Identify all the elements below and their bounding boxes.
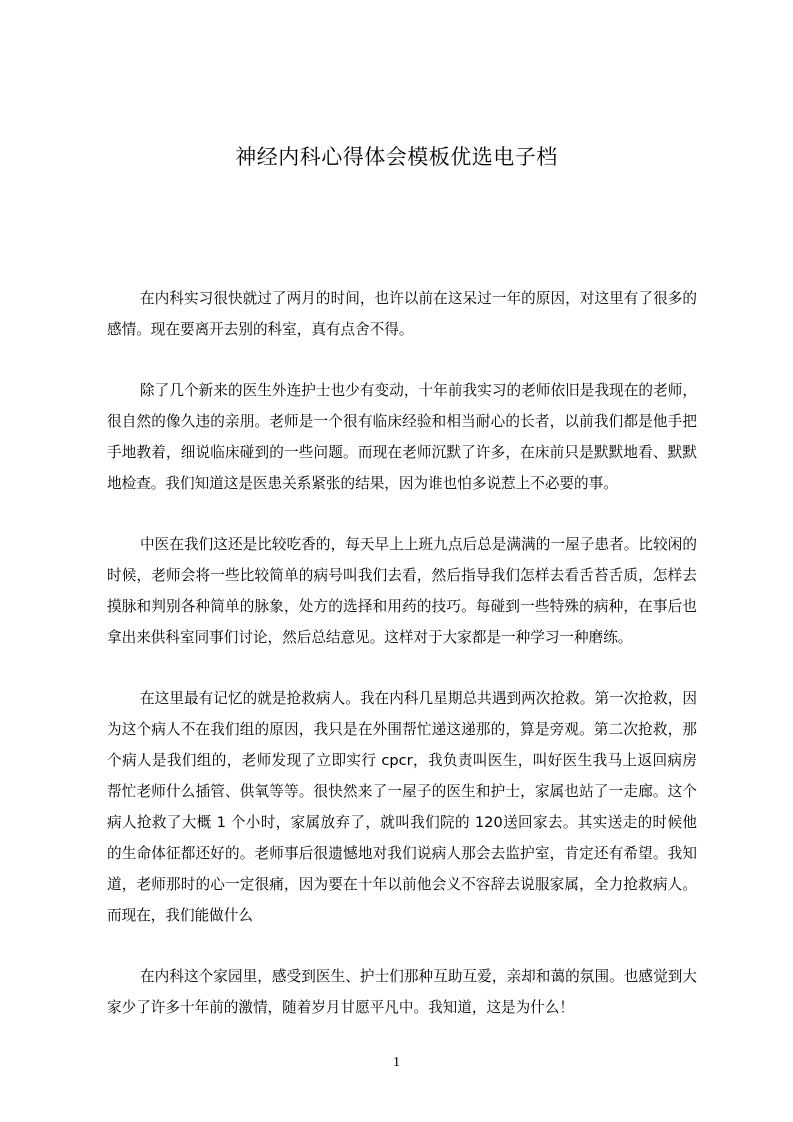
paragraph-1: 在内科实习很快就过了两月的时间，也许以前在这呆过一年的原因，对这里有了很多的感情。现在要离开去别的科室，真有点舍不得。 — [107, 290, 697, 338]
paragraph-4: 在这里最有记忆的就是抢救病人。我在内科几星期总共遇到两次抢救。第一次抢救，因为这个病人不在我们组的原因，我只是在外围帮忙递这递那的，算是旁观。第二次抢救，那个病人是我们组的，老师发现了立即实行 cpcr，我负责叫医生，叫好医生我马上返回病房帮忙老师什么插管、供氧等等。很快然来了一屋子的医生和护士，家属也站了一走廊。这个病人抢救了大概 1 个小时，家属放弃了，就叫我们院的 120送回家去。其实送走的时候他的生命体征都还好的。老师事后很遗憾地对我们说病人那会去监护室，肯定还有希望。我知道，老师那时的心一定很痛，因为要在十年以前他会义不容辞去说服家属，全力抢救病人。而现在，我们能做什么 — [107, 690, 697, 924]
document-body — [107, 283, 697, 1053]
paragraph-2: 除了几个新来的医生外连护士也少有变动，十年前我实习的老师依旧是我现在的老师，很自然的像久违的亲朋。老师是一个很有临床经验和相当耐心的长者，以前我们都是他手把手地教着，细说临床碰到的一些问题。而现在老师沉默了许多，在床前只是默默地看、默默地检查。我们知道这是医患关系紧张的结果，因为谁也怕多说惹上不必要的事。 — [107, 382, 697, 492]
paragraph-3: 中医在我们这还是比较吃香的，每天早上上班九点后总是满满的一屋子患者。比较闲的时候，老师会将一些比较简单的病号叫我们去看，然后指导我们怎样去看舌苔舌质，怎样去摸脉和判别各种简单的脉象，处方的选择和用药的技巧。每碰到一些特殊的病种，在事后也拿出来供科室同事们讨论，然后总结意见。这样对于大家都是一种学习一种磨练。 — [107, 536, 697, 646]
paragraph-5: 在内科这个家园里，感受到医生、护士们那种互助互爱，亲却和蔼的氛围。也感觉到大家少了许多十年前的激情，随着岁月甘愿平凡中。我知道，这是为什么！ — [107, 968, 697, 1016]
page-number: 1 — [393, 1055, 400, 1070]
document-title: 神经内科心得体会模板优选电子档 — [235, 145, 558, 169]
